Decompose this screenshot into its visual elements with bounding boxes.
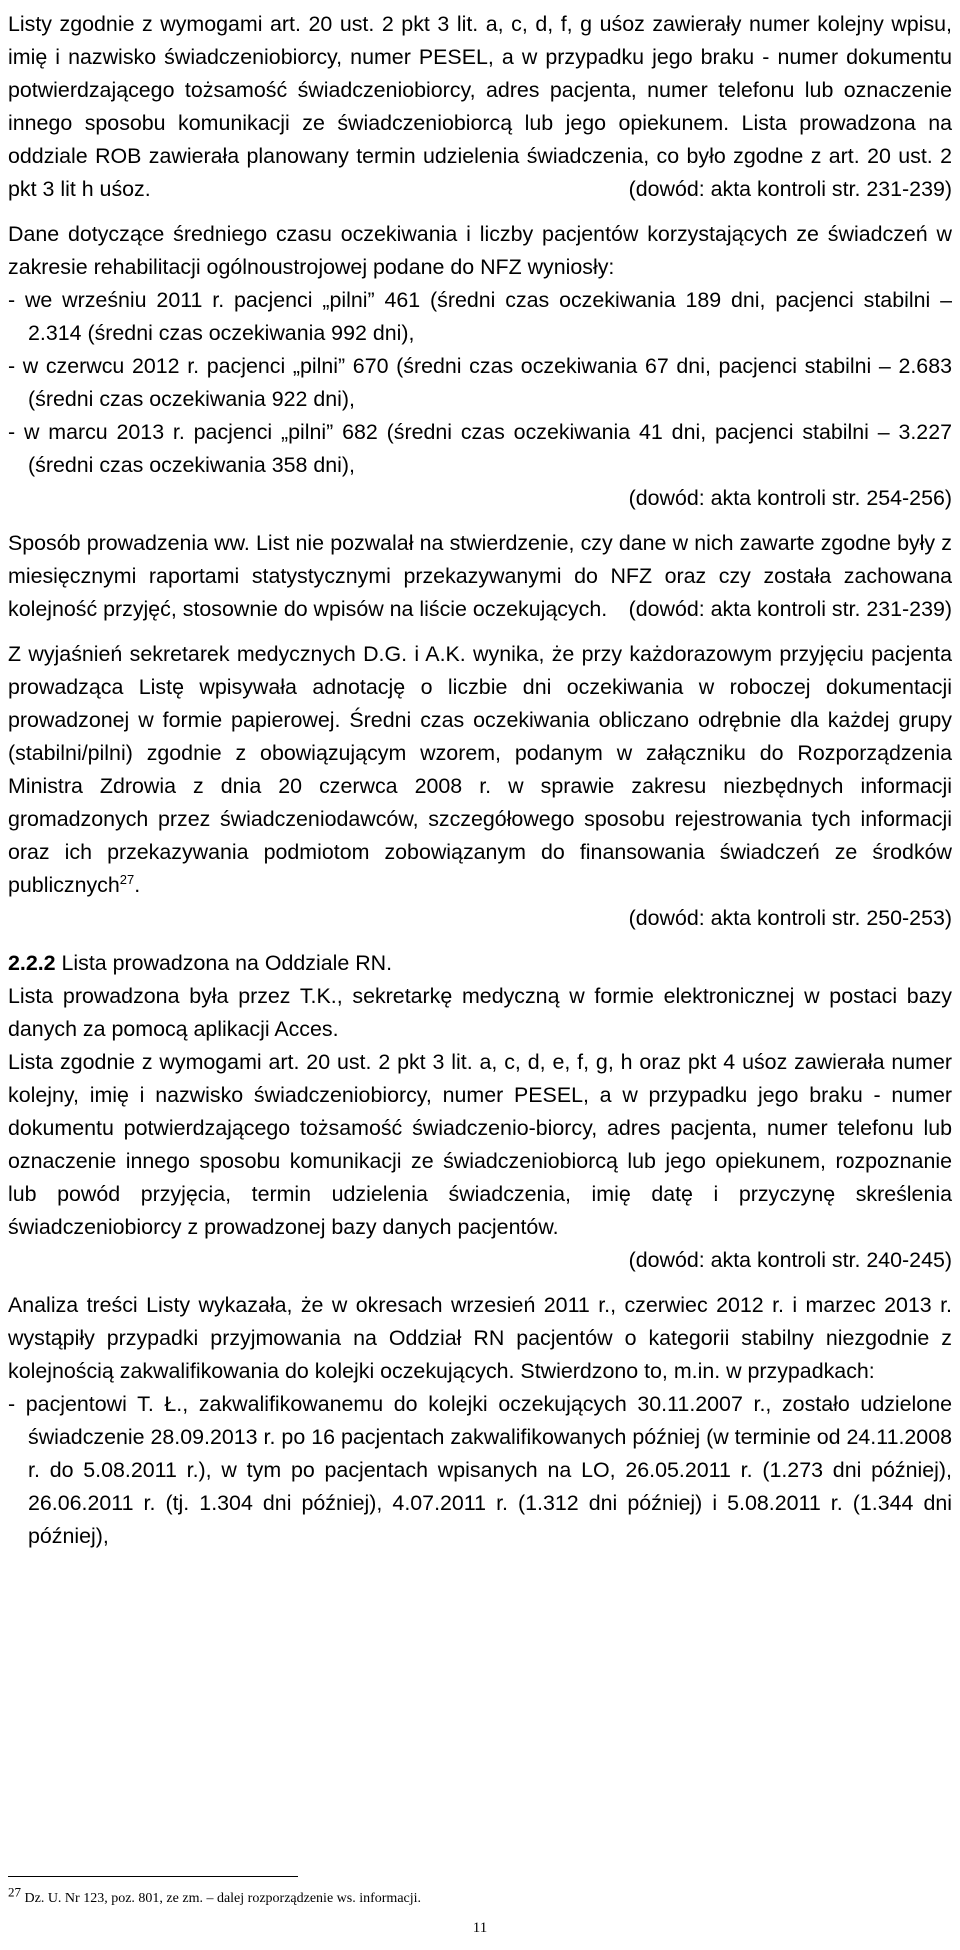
footnote [8, 1884, 422, 1908]
footnote-number: 27 [8, 1884, 21, 1900]
footnote-text: Dz. U. Nr 123, poz. 801, ze zm. – dalej rozporządzenie ws. informacji. [21, 1891, 422, 1906]
footnote-divider [8, 1876, 298, 1877]
paragraph-list-kept-by: Lista prowadzona była przez T.K., sekretarkę medyczną w formie elektronicznej w postaci bazy danych za pomocą aplikacji Acces. [8, 984, 952, 1041]
paragraph-end: . [134, 873, 141, 897]
paragraph-secretaries-explanation [8, 638, 952, 902]
paragraph-list-method: Sposób prowadzenia ww. List nie pozwalał na stwierdzenie, czy dane w nich zawarte zgodne były z miesięcznymi raportami statystycznymi przekazywanymi do NFZ oraz czy została zachowana kolejność przyjęć, stosownie do wpisów na liście oczekujących. [8, 531, 952, 621]
page-number: 11 [472, 1920, 488, 1936]
paragraph-list-contents: Lista zgodnie z wymogami art. 20 ust. 2 pkt 3 lit. a, c, d, e, f, g, h oraz pkt 4 uśoz zawierała numer kolejny, imię i nazwisko świadczeniobiorcy, numer PESEL, a w przypadku jego braku - numer dokumentu potwierdzającego tożsamość świadczenio-biorcy, adres pacjenta, numer telefonu lub oznaczenie innego sposobu komunikacji ze świadczeniobiorcą lub jego opiekunem, rozpoznanie lub powód przyjęcia, termin udzielenia świadczenia, imię datę i przyczynę skreślenia świadczeniobiorcy z prowadzonej bazy danych pacjentów. [8, 1050, 952, 1239]
list-item: - pacjentowi T. Ł., zakwalifikowanemu do kolejki oczekujących 30.11.2007 r., zostało udzielone świadczenie 28.09.2013 r. po 16 pacjentach zakwalifikowanych później (w terminie od 24.11.2008 r. do 5.08.2011 r.), w tym po pacjentach wpisanych na LO, 26.05.2011 r. (1.273 dni później), 26.06.2011 r. (tj. 1.304 dni później), 4.07.2011 r. (1.312 dni później) i 5.08.2011 r. (1.344 dni później), [8, 1392, 952, 1548]
paragraph-waiting-data: Dane dotyczące średniego czasu oczekiwania i liczby pacjentów korzystających ze świadczeń w zakresie rehabilitacji ogólnoustrojowej podane do NFZ wyniosły: [8, 222, 952, 279]
evidence-citation: (dowód: akta kontroli str. 240-245) [628, 1248, 952, 1272]
section-number: 2.2.2 [8, 951, 56, 975]
list-item: - w marcu 2013 r. pacjenci „pilni” 682 (średni czas oczekiwania 41 dni, pacjenci stabilni – 3.227 (średni czas oczekiwania 358 dni), [8, 420, 952, 477]
evidence-citation: (dowód: akta kontroli str. 231-239) [628, 597, 952, 621]
evidence-citation: (dowód: akta kontroli str. 254-256) [628, 486, 952, 510]
evidence-citation: (dowód: akta kontroli str. 231-239) [628, 177, 952, 201]
evidence-citation: (dowód: akta kontroli str. 250-253) [628, 906, 952, 930]
list-item: - w czerwcu 2012 r. pacjenci „pilni” 670 (średni czas oczekiwania 67 dni, pacjenci stabilni – 2.683 (średni czas oczekiwania 922 dni), [8, 354, 952, 411]
section-heading [8, 947, 952, 980]
cases-list [8, 1388, 952, 1553]
paragraph-analysis: Analiza treści Listy wykazała, że w okresach wrzesień 2011 r., czerwiec 2012 r. i marzec 2013 r. wystąpiły przypadki przyjmowania na Oddział RN pacjentów o kategorii stabilny niezgodnie z kolejnością zakwalifikowania do kolejki oczekujących. Stwierdzono to, m.in. w przypadkach: [8, 1293, 952, 1383]
paragraph-list-requirements: Listy zgodnie z wymogami art. 20 ust. 2 pkt 3 lit. a, c, d, f, g uśoz zawierały numer kolejny wpisu, imię i nazwisko świadczeniobiorcy, numer PESEL, a w przypadku jego braku - numer dokumentu potwierdzającego tożsamość świadczeniobiorcy, adres pacjenta, numer telefonu lub oznaczenie innego sposobu komunikacji ze świadczeniobiorcą lub jego opiekunem. Lista prowadzona na oddziale ROB zawierała planowany termin udzielenia świadczenia, co było zgodne z art. 20 ust. 2 pkt 3 lit h uśoz. [8, 12, 952, 201]
waiting-data-list [8, 284, 952, 482]
footnote-ref: 27 [119, 871, 135, 887]
paragraph-text: Z wyjaśnień sekretarek medycznych D.G. i A.K. wynika, że przy każdorazowym przyjęciu pacjenta prowadząca Listę wpisywała adnotację o liczbie dni oczekiwania w roboczej dokumentacji prowadzonej w formie papierowej. Średni czas oczekiwania obliczano odrębnie dla każdej grupy (stabilni/pilni) zgodnie z obowiązującym wzorem, podanym w załączniku do Rozporządzenia Ministra Zdrowia z dnia 20 czerwca 2008 r. w sprawie zakresu niezbędnych informacji gromadzonych przez świadczeniodawców, szczegółowego sposobu rejestrowania tych informacji oraz ich przekazywania podmiotom zobowiązanym do finansowania świadczeń ze środków publicznych [8, 642, 952, 897]
section-title: Lista prowadzona na Oddziale RN. [55, 951, 393, 975]
list-item: - we wrześniu 2011 r. pacjenci „pilni” 461 (średni czas oczekiwania 189 dni, pacjenci stabilni – 2.314 (średni czas oczekiwania 992 dni), [8, 288, 952, 345]
